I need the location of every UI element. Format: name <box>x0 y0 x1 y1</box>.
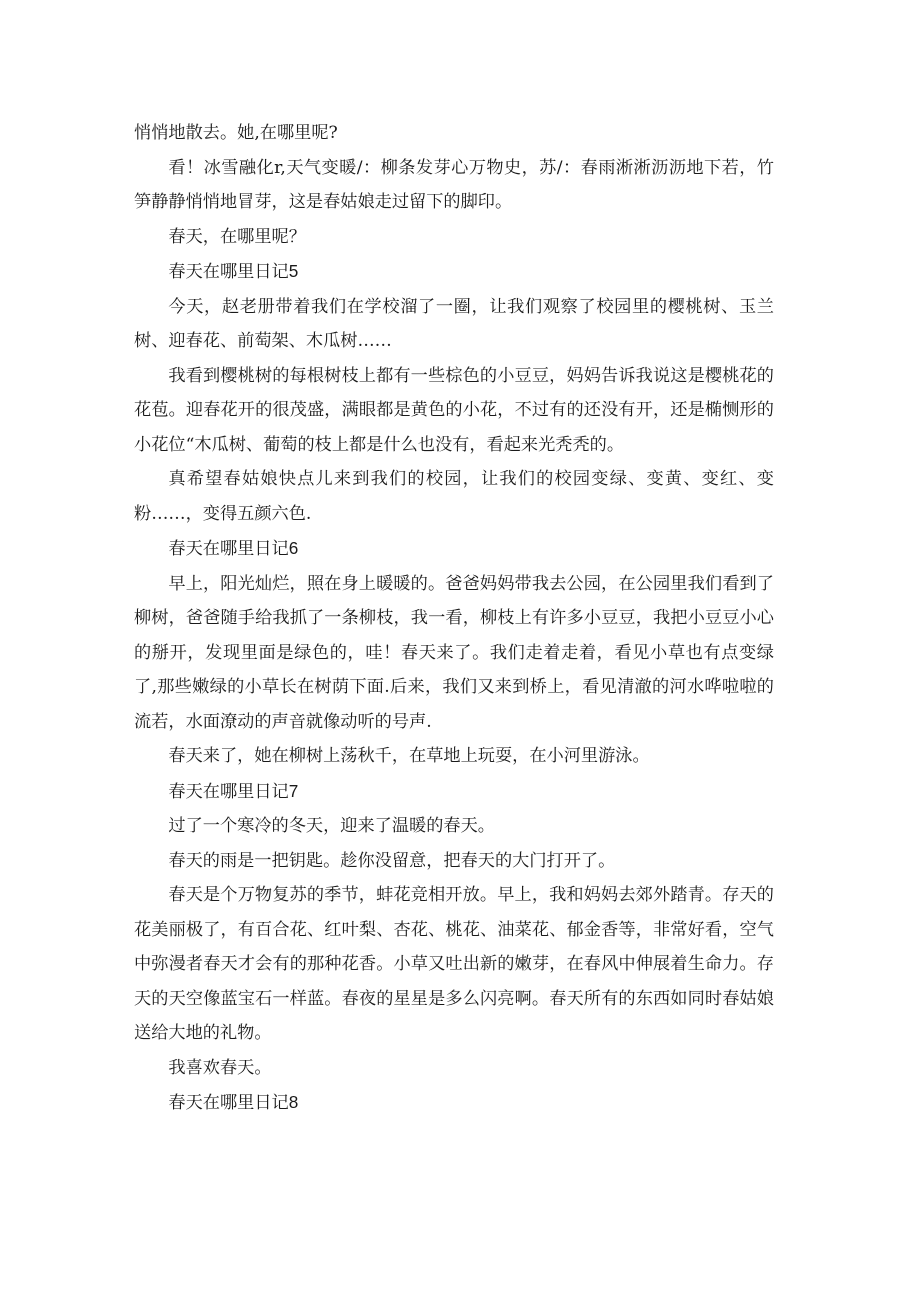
paragraph: 春天是个万物复苏的季节，蚌花竞相开放。早上，我和妈妈去郊外踏青。存天的花美丽极了，有百合花、红叶梨、杏花、桃花、油菜花、郁金香等，非常好看，空气中弥漫者春天才会有的那种花香。小草又吐出新的嫩芽，在春风中伸展着生命力。存天的天空像蓝宝石一样蓝。春夜的星星是多么闪亮啊。春天所有的东西如同时春姑娘送给大地的礼物。 <box>134 885 774 1043</box>
paragraph: 我喜欢春天。 <box>168 1057 272 1078</box>
paragraph: 悄悄地散去。她,在哪里呢? <box>134 123 338 143</box>
section-heading <box>134 254 774 290</box>
paragraph: 今天，赵老册带着我们在学校溜了一圈，让我们观察了校园里的樱桃树、玉兰树、迎春花、前萄架、木瓜树…… <box>134 296 774 351</box>
paragraph: 春天的雨是一把钥匙。趁你没留意，把春天的大门打开了。 <box>168 850 616 871</box>
document-body <box>134 116 774 1121</box>
paragraph: 真希望春姑娘快点儿来到我们的校园，让我们的校园变绿、变黄、变红、变粉……，变得五颜六色. <box>134 469 774 524</box>
paragraph: 我看到樱桃树的每根树枝上都有一些棕色的小豆豆，妈妈告诉我说这是樱桃花的花苞。迎春花开的很茂盛，满眼都是黄色的小花，不过有的还没有开，还是椭恻形的小花位“木瓜树、葡萄的枝上都是什么也没有，看起来光秃秃的。 <box>134 365 774 455</box>
section-heading-title: 春天在哪里日记 <box>168 1093 289 1113</box>
section-heading-number: 7 <box>288 780 299 801</box>
section-heading-number: 5 <box>288 261 299 281</box>
paragraph: 早上，阳光灿烂，照在身上暖暖的。爸爸妈妈带我去公园，在公园里我们看到了柳树，爸爸随手给我抓了一条柳枝，我一看，柳枝上有许多小豆豆，我把小豆豆小心的掰开，发现里面是绿色的，哇！春天来了。我们走着走着，看见小草也有点变绿了,那些嫩绿的小草长在树荫下面.后来，我们又来到桥上，看见清澈的河水哗啦啦的流若，水面潦动的声音就像动听的号声. <box>134 573 774 732</box>
section-heading <box>134 1085 774 1121</box>
paragraph: 过了一个寒冷的冬天，迎来了温暖的春天。 <box>168 816 495 836</box>
section-heading-title: 春天在哪里日记 <box>168 539 289 559</box>
section-heading <box>134 774 774 810</box>
section-heading-number: 8 <box>288 1092 299 1112</box>
section-heading-title: 春天在哪里日记 <box>168 781 289 802</box>
section-heading <box>134 531 774 567</box>
section-heading-number: 6 <box>288 538 299 558</box>
paragraph: 春天，在哪里呢？ <box>168 226 306 247</box>
section-heading-title: 春天在哪里日记 <box>168 262 289 282</box>
paragraph: 看！冰雪融化r,天气变暖/：柳条发芽心万物史，苏/：春雨淅淅沥沥地下若，竹笋静静悄悄地冒芽，这是春姑娘走过留下的脚印。 <box>134 157 774 212</box>
paragraph: 春天来了，她在柳树上荡秋千，在草地上玩耍，在小河里游泳。 <box>168 746 650 766</box>
